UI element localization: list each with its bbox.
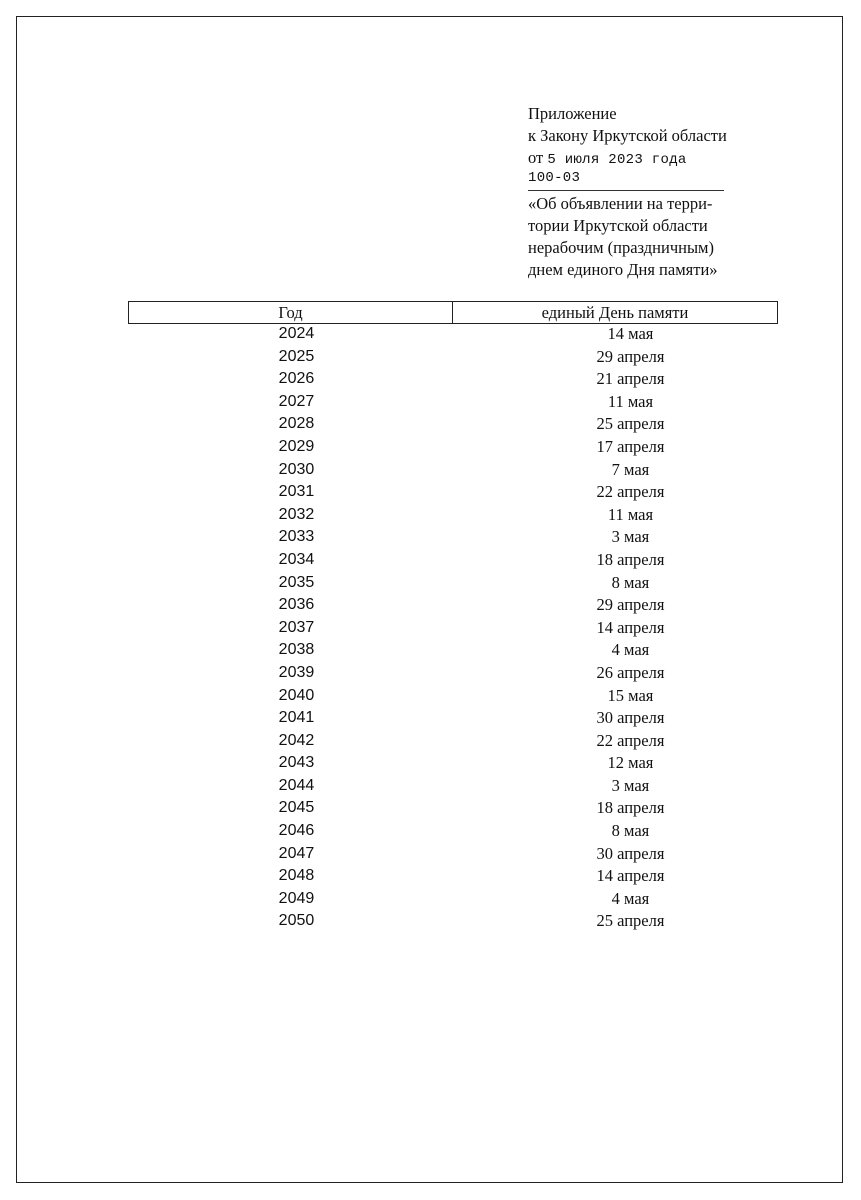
year-cell: 2029 — [278, 437, 315, 455]
table-row — [128, 662, 778, 685]
table-row — [128, 572, 778, 595]
year-cell: 2031 — [278, 483, 315, 501]
memorial-date-cell: 8 мая — [611, 572, 650, 592]
year-cell: 2050 — [278, 912, 315, 930]
table-row — [128, 617, 778, 640]
document-page — [16, 16, 843, 1183]
year-cell: 2049 — [278, 889, 315, 907]
memorial-date-cell: 11 мая — [607, 391, 654, 411]
table-body — [128, 323, 778, 933]
memorial-date-cell: 14 апреля — [596, 866, 665, 886]
table-row — [128, 865, 778, 888]
memorial-date-cell: 29 апреля — [596, 346, 665, 366]
table-row — [128, 775, 778, 798]
header-divider — [528, 190, 724, 191]
year-cell: 2033 — [278, 528, 315, 546]
table-header — [128, 301, 778, 324]
year-cell: 2032 — [278, 505, 315, 523]
table-row — [128, 481, 778, 504]
table-row — [128, 888, 778, 911]
year-cell: 2043 — [278, 754, 315, 772]
memorial-date-cell: 4 мая — [611, 640, 650, 660]
column-header-date: единый День памяти — [541, 303, 689, 322]
table-row — [128, 843, 778, 866]
year-cell: 2028 — [278, 415, 315, 433]
memorial-date-cell: 15 мая — [607, 685, 654, 705]
table-row — [128, 549, 778, 572]
year-cell: 2035 — [278, 573, 315, 591]
law-date: 5 июля 2023 года — [547, 152, 687, 168]
year-cell: 2047 — [278, 844, 315, 862]
year-cell: 2046 — [278, 822, 315, 840]
table-row — [128, 707, 778, 730]
table-row — [128, 459, 778, 482]
memorial-date-cell: 30 апреля — [596, 708, 665, 728]
year-cell: 2027 — [278, 392, 315, 410]
table-row — [128, 504, 778, 527]
year-cell: 2024 — [278, 325, 315, 342]
memorial-date-cell: 12 мая — [607, 753, 654, 773]
table-row — [128, 526, 778, 549]
memorial-date-cell: 3 мая — [611, 527, 650, 547]
memorial-date-cell: 11 мая — [607, 504, 654, 524]
law-title-line: тории Иркутской области — [528, 216, 708, 235]
table-row — [128, 910, 778, 933]
law-reference: к Закону Иркутской области — [528, 126, 727, 145]
memorial-date-cell: 22 апреля — [596, 730, 665, 750]
law-title — [528, 193, 828, 281]
memorial-date-cell: 29 апреля — [596, 595, 665, 615]
year-cell: 2040 — [278, 686, 315, 704]
year-cell: 2025 — [278, 347, 315, 365]
table-row — [128, 323, 778, 346]
memorial-date-cell: 25 апреля — [596, 414, 665, 434]
memorial-date-cell: 30 апреля — [596, 843, 665, 863]
year-cell: 2048 — [278, 867, 315, 885]
law-number: 100-03 — [528, 170, 581, 186]
year-cell: 2042 — [278, 731, 315, 749]
appendix-header — [528, 103, 828, 281]
table-row — [128, 639, 778, 662]
year-cell: 2045 — [278, 799, 315, 817]
table-row — [128, 368, 778, 391]
year-cell: 2034 — [278, 550, 315, 568]
memorial-date-cell: 26 апреля — [596, 662, 665, 682]
memorial-date-cell: 18 апреля — [596, 798, 665, 818]
table-row — [128, 346, 778, 369]
year-cell: 2038 — [278, 641, 315, 659]
law-title-line: «Об объявлении на терри- — [528, 194, 713, 213]
appendix-label: Приложение — [528, 104, 617, 123]
memorial-date-cell: 22 апреля — [596, 482, 665, 502]
memorial-date-cell: 14 мая — [607, 324, 654, 343]
year-cell: 2026 — [278, 370, 315, 388]
law-title-line: нерабочим (праздничным) — [528, 238, 714, 257]
law-date-line — [528, 147, 828, 171]
table-row — [128, 391, 778, 414]
memorial-date-cell: 7 мая — [611, 459, 650, 479]
table-row — [128, 685, 778, 708]
memorial-date-cell: 21 апреля — [596, 369, 665, 389]
memorial-date-cell: 4 мая — [611, 888, 650, 908]
year-cell: 2041 — [278, 709, 315, 727]
table-row — [128, 436, 778, 459]
table-row — [128, 797, 778, 820]
memorial-date-cell: 14 апреля — [596, 617, 665, 637]
year-cell: 2039 — [278, 663, 315, 681]
year-cell: 2036 — [278, 596, 315, 614]
memorial-date-cell: 17 апреля — [596, 436, 665, 456]
memorial-date-cell: 18 апреля — [596, 549, 665, 569]
table-row — [128, 730, 778, 753]
year-cell: 2037 — [278, 618, 315, 636]
year-cell: 2044 — [278, 776, 315, 794]
memorial-date-cell: 25 апреля — [596, 911, 665, 931]
date-prefix: от — [528, 148, 544, 167]
memorial-date-cell: 3 мая — [611, 775, 650, 795]
column-header-year: Год — [129, 302, 453, 323]
table-row — [128, 594, 778, 617]
table-row — [128, 820, 778, 843]
memorial-day-table — [128, 301, 778, 933]
year-cell: 2030 — [278, 460, 315, 478]
law-title-line: днем единого Дня памяти» — [528, 260, 718, 279]
table-row — [128, 413, 778, 436]
memorial-date-cell: 8 мая — [611, 821, 650, 841]
table-row — [128, 752, 778, 775]
